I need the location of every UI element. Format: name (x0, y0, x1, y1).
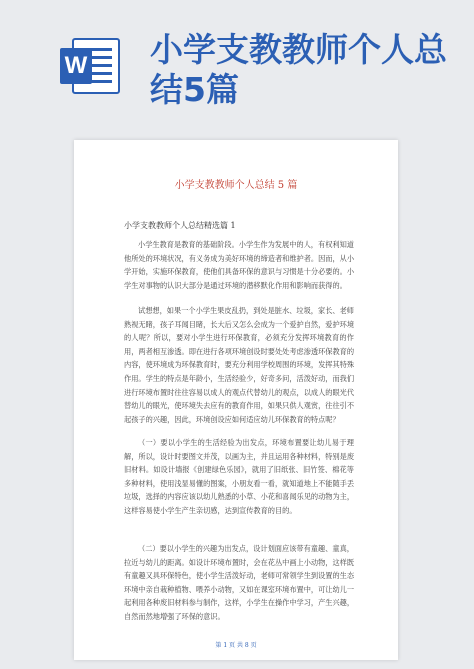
paragraph: 小学生教育是教育的基础阶段。小学生作为发展中的人，有权利知道他所处的环境状况，有义务成为美好环境的缔造者和维护者。因而，从小学开始，实施环保教育，使他们具备环保的意识与习惯是十分必要的。小学生对事物的认识大部分是通过环境的潜移默化作用和影响而获得的。 (124, 240, 355, 290)
paragraph: 试想想，如果一个小学生果皮乱扔，到处是脏水、垃圾，家长、老师熟视无睹，孩子耳闻目睹，长大后又怎么会成为一个爱护自然，爱护环境的人呢？所以，要对小学生进行环保教育，必须充分发挥环境教育的作用，两者相互渗透。即在进行各项环境创设时要处处考虑渗透环保教育的内容，使环境成为环保教育时，要充分利用学校周围的环境，发挥其特殊作用。学生的特点是年龄小，生活经验少，好奇多问，活泼好动，而我们进行环境布置时往往容易以成人的观点代替幼儿的观点，以成人的眼光代替幼儿的眼光，使环境失去应有的教育作用，如果只供人观赏，往往引不起孩子的兴趣，因此，环境创设应如何适应幼儿环保教育的特点呢？ (124, 306, 355, 424)
document-heading: 小学支教教师个人总结 5 篇 (174, 180, 298, 191)
paragraph: （一）要以小学生的生活经验为出发点，环境布置要让幼儿易于理解，所以，设计时要图文并茂，以画为主，并且运用各种材料，特别是废旧材料。如设计墙报《创建绿色乐园》，就用了旧纸张、旧竹签、棉花等多种材料，使用浅显易懂的图案，小朋友看一看，就知道地上不能随手丢垃圾，选择的内容应该以幼儿熟悉的小草、小花和喜闻乐见的动物为主，这样容易使小学生产生亲切感，达到宣传教育的目的。 (124, 438, 355, 515)
section-title: 小学支教教师个人总结精选篇 1 (124, 221, 236, 230)
banner-title: 小学支教教师个人总结5篇 (150, 30, 447, 109)
paragraph: （二）要以小学生的兴趣为出发点，设计划面应该带有童趣、童真，拉近与幼儿的距离。如设计环境布置时，会在花丛中画上小动物，这样既有童趣又具环保特色，使小学生活泼好动，老师可常领学生到设置的生态环境中亲自栽种植物、喂养小动物，又如在课室环境布置中，可让幼儿一起利用各种废旧材料参与制作，这样，小学生在操作中学习，产生兴趣，自然而然地增强了环保的意识。 (124, 544, 355, 621)
page-footer: 第 1 页 共 8 页 (215, 642, 257, 649)
word-icon-badge: W (60, 48, 92, 84)
document-page (74, 140, 398, 660)
word-document-icon (60, 38, 120, 94)
banner (0, 0, 474, 130)
